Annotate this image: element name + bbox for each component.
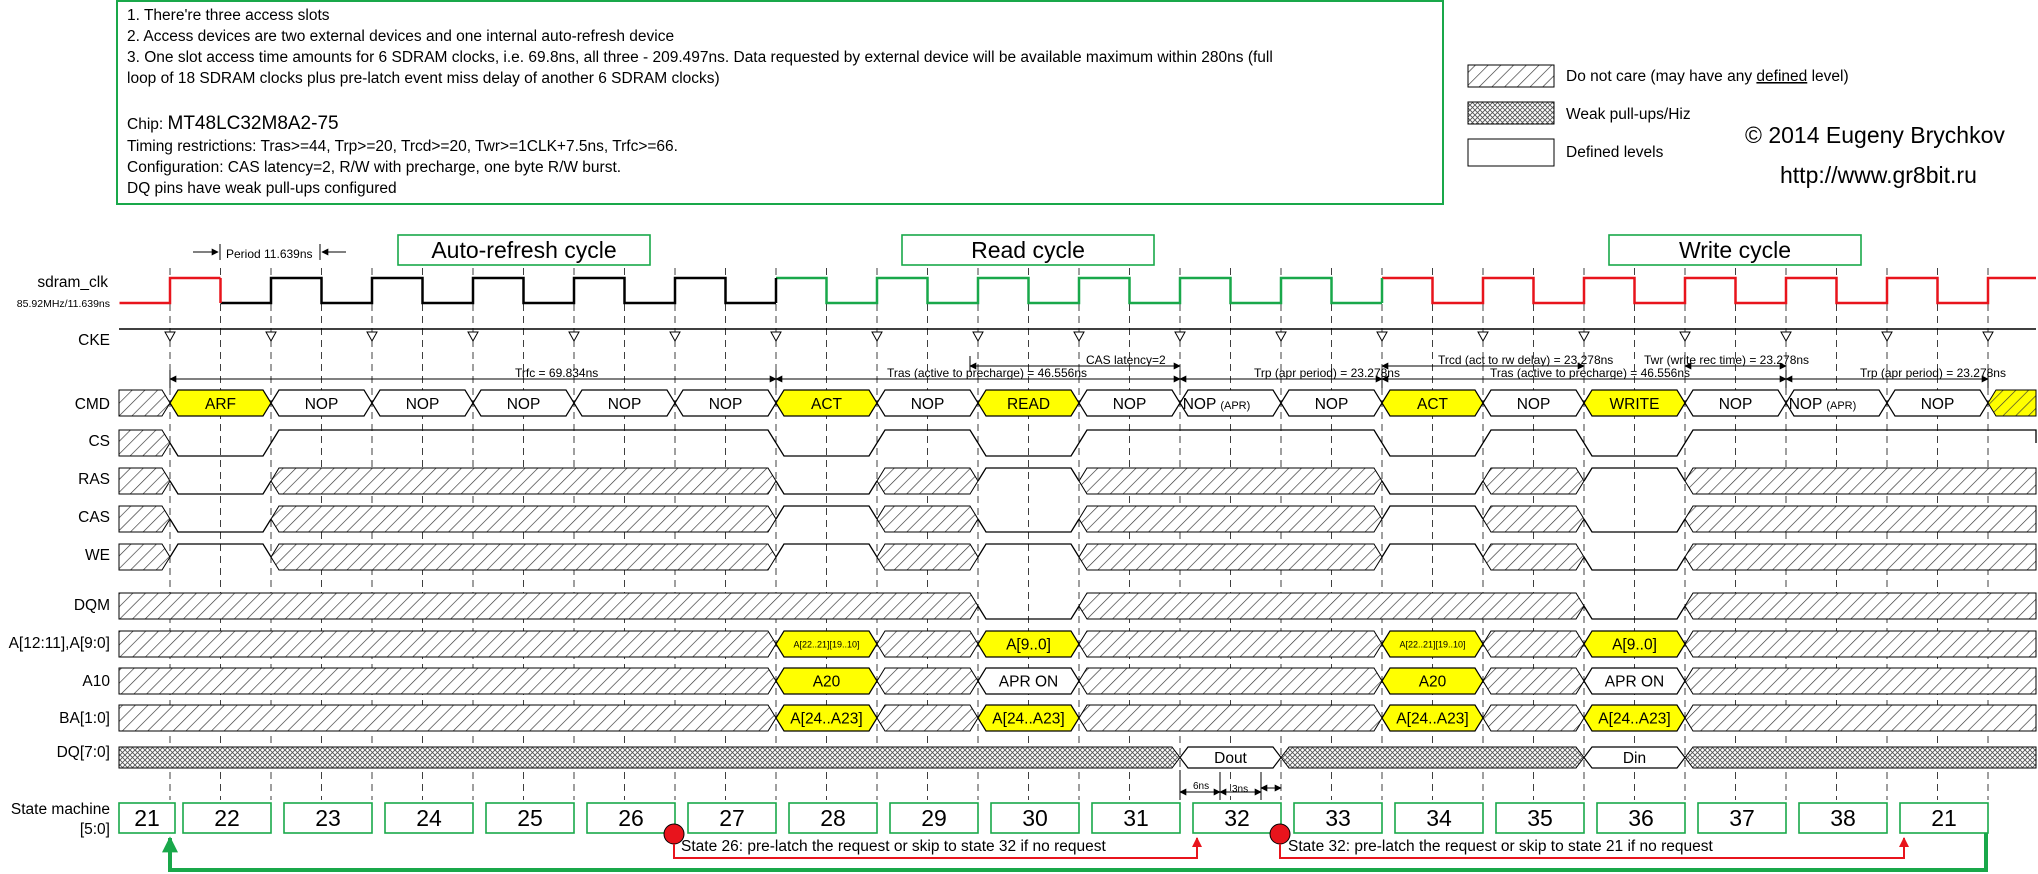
a10-label: A20 [812,673,841,691]
we-dont-care [119,544,170,570]
state-machine [119,803,1988,870]
clock-segment [120,278,221,303]
addr-rest [1685,631,2036,657]
label-ras: RAS [78,471,110,488]
ba-rest [1079,705,1382,731]
edge-marker [771,332,781,341]
ba-label: A[24..A23] [992,710,1065,728]
legend-dont-care: Do not care (may have any defined level) [1566,68,1849,85]
state-number: 36 [1628,805,1654,831]
note-3-cont: loop of 18 SDRAM clocks plus pre-latch event miss delay of another 6 SDRAM clocks) [127,70,720,87]
ba-rest [1483,705,1584,731]
addr-label: A[22..21][19..10] [793,639,860,650]
edge-marker [872,332,882,341]
cas-dont-care [271,506,776,532]
a10-rest [119,668,776,694]
state-number: 34 [1426,805,1452,831]
legend-hatch-swatch [1468,65,1554,87]
note-1: 1. There're three access slots [127,7,330,24]
label-ba: BA[1:0] [59,710,110,727]
we-dont-care [1483,544,1584,570]
chip-line [127,113,339,134]
clock-segment [221,278,777,303]
edge-marker [165,332,175,341]
edge-marker [1074,332,1084,341]
cmd-label: NOP [1112,396,1147,413]
addr-label: A[9..0] [1006,636,1051,654]
trcd-label: Trcd (act to rw delay) = 23.278ns [1438,353,1614,367]
cmd-label: NOP [607,396,642,413]
edge-marker [1478,332,1488,341]
ras-dont-care [1079,468,1382,494]
edge-marker [1781,332,1791,341]
cas-dont-care [119,506,170,532]
cas-latency-label: CAS latency=2 [1086,353,1166,367]
label-we: WE [85,547,110,564]
legend-weak-swatch [1468,102,1554,124]
label-cs: CS [88,433,110,450]
t3ns-label: 3ns [1232,784,1249,795]
addr-rest [877,631,978,657]
state-26-note: State 26: pre-latch the request or skip to state 32 if no request [681,838,1106,855]
edge-marker [1680,332,1690,341]
dq-label: Dout [1214,750,1247,767]
state-number: 21 [1931,805,1957,831]
chip-prefix: Chip: [127,116,168,133]
copyright: © 2014 Eugeny Brychkov [1745,122,2005,148]
auto-refresh-cycle-label: Auto-refresh cycle [431,237,617,263]
dq-rest [119,747,1180,768]
state-number: 21 [134,805,160,831]
a10-label: APR ON [998,673,1059,691]
cmd-dont-care [119,390,170,416]
state-number: 27 [719,805,745,831]
read-cycle-label: Read cycle [971,237,1085,263]
trfc-label: Trfc = 69.834ns [515,366,599,380]
label-state-machine-bits: [5:0] [79,821,110,838]
label-addr: A[12:11],A[9:0] [8,635,110,652]
dqm-dont-care [1685,593,2036,619]
cas-dont-care [1685,506,2036,532]
legend-weak: Weak pull-ups/Hiz [1566,106,1691,123]
cmd-label: NOP [1516,396,1551,413]
addr-rest [119,631,776,657]
dqm-dont-care [1079,593,1584,619]
cmd-label: NOP (APR) [1788,396,1857,413]
cmd-apr: (APR) [1220,400,1251,412]
state-number: 32 [1224,805,1250,831]
we-dont-care [271,544,776,570]
edge-marker [266,332,276,341]
state-number: 22 [214,805,240,831]
cmd-label: NOP [506,396,541,413]
cas-dont-care [877,506,978,532]
edge-marker [670,332,680,341]
addr-rest [1483,631,1584,657]
twr-label: Twr (write rec time) = 23.278ns [1644,353,1810,367]
addr-label: A[22..21][19..10] [1399,639,1466,650]
state-number: 29 [921,805,947,831]
tras2-label: Tras (active to precharge) = 46.556ns [1490,366,1690,380]
a10-label: A20 [1418,673,1447,691]
ras-dont-care [271,468,776,494]
state-number: 37 [1729,805,1755,831]
cmd-apr: (APR) [1826,400,1857,412]
ba-rest [119,705,776,731]
tras1-label: Tras (active to precharge) = 46.556ns [887,366,1087,380]
a10-rest [1079,668,1382,694]
label-sdram-clk: sdram_clk [37,274,108,291]
state-number: 24 [416,805,442,831]
edge-marker [1276,332,1286,341]
cke-waveform [119,329,2036,341]
we-dont-care [1685,544,2036,570]
cmd-label: NOP [910,396,945,413]
cmd-label: WRITE [1609,396,1660,413]
ras-dont-care [119,468,170,494]
label-clk-freq: 85.92MHz/11.639ns [16,298,110,310]
ba-label: A[24..A23] [790,710,863,728]
clock-segment [1382,278,2036,303]
cmd-label: READ [1006,396,1051,413]
label-cke: CKE [78,332,110,349]
state-number: 23 [315,805,341,831]
dq-pullups: DQ pins have weak pull-ups configured [127,180,397,197]
state-number: 31 [1123,805,1149,831]
a10-rest [1685,668,2036,694]
ba-label: A[24..A23] [1396,710,1469,728]
cmd-label: NOP (APR) [1182,396,1251,413]
write-cycle-label: Write cycle [1678,237,1792,263]
note-3: 3. One slot access time amounts for 6 SDRAM clocks, i.e. 69.8ns, all three - 209.497ns. Data requested by external device will be available maximum within 280ns (full [127,49,1273,66]
label-state-machine: State machine [10,801,110,818]
edge-marker [468,332,478,341]
state-number: 25 [517,805,543,831]
ras-dont-care [1483,468,1584,494]
label-dqm: DQM [73,597,110,614]
cmd-label: NOP [708,396,743,413]
ras-dont-care [1685,468,2036,494]
label-a10: A10 [82,673,110,690]
state-number: 33 [1325,805,1351,831]
a10-rest [1483,668,1584,694]
cmd-label: ACT [811,396,842,413]
addr-rest [1079,631,1382,657]
cmd-label: NOP [1314,396,1349,413]
edge-marker [1579,332,1589,341]
state-number: 30 [1022,805,1048,831]
state-number: 35 [1527,805,1553,831]
label-cas: CAS [78,509,110,526]
t6ns-label: 6ns [1193,781,1210,792]
dqm-dont-care [119,593,978,619]
ba-label: A[24..A23] [1598,710,1671,728]
cas-dont-care [1079,506,1382,532]
cs-level [1685,430,2036,443]
cmd-label: NOP [304,396,339,413]
cycle-headers [398,235,1861,265]
cmd-label: NOP [1718,396,1753,413]
dq-rest [1685,747,2036,768]
timing-restrictions: Timing restrictions: Tras>=44, Trp>=20, Trcd>=20, Twr>=1CLK+7.5ns, Trfc>=66. [127,138,678,155]
cmd-label: NOP [1920,396,1955,413]
cs-dont-care [119,430,170,456]
edge-marker [973,332,983,341]
state-number: 26 [618,805,644,831]
dq-rest [1281,747,1584,768]
ras-dont-care [877,468,978,494]
label-dq: DQ[7:0] [56,744,110,761]
dq-label: Din [1622,750,1647,767]
a10-label: APR ON [1604,673,1665,691]
we-dont-care [1079,544,1382,570]
period-label: Period 11.639ns [226,247,313,261]
state-number: 38 [1830,805,1856,831]
a10-rest [877,668,978,694]
cas-dont-care [1483,506,1584,532]
configuration: Configuration: CAS latency=2, R/W with precharge, one byte R/W burst. [127,159,622,176]
cmd-label: ACT [1417,396,1448,413]
legend-defined: Defined levels [1566,144,1664,161]
clock-waveform [120,278,2037,303]
edge-marker [1983,332,1993,341]
clock-segment [776,278,1382,303]
label-cmd: CMD [74,396,110,413]
we-dont-care [877,544,978,570]
cmd-label: ARF [205,396,236,413]
address-data-buses [119,631,2036,768]
cmd-label: NOP [405,396,440,413]
note-2: 2. Access devices are two external devices and one internal auto-refresh device [127,28,675,45]
edge-marker [1882,332,1892,341]
ba-rest [877,705,978,731]
addr-label: A[9..0] [1612,636,1657,654]
cmd-tail [1988,390,2036,416]
trp1-label: Trp (apr period) = 23.278ns [1254,366,1400,380]
state-number: 28 [820,805,846,831]
chip-name: MT48LC32M8A2-75 [167,113,339,134]
legend [1468,65,1849,166]
signal-labels [9,274,111,838]
cmd-bus [119,390,2036,416]
control-waveforms [119,430,2036,619]
trp2-label: Trp (apr period) = 23.278ns [1860,366,2006,380]
edge-marker [1377,332,1387,341]
edge-marker [367,332,377,341]
edge-marker [1175,332,1185,341]
website-url: http://www.gr8bit.ru [1780,162,1977,188]
ba-rest [1685,705,2036,731]
notes-box [117,1,1443,204]
state-32-note: State 32: pre-latch the request or skip to state 21 if no request [1288,838,1713,855]
legend-defined-swatch [1468,139,1554,166]
prelatch-32-marker [1270,824,1290,844]
edge-marker [569,332,579,341]
